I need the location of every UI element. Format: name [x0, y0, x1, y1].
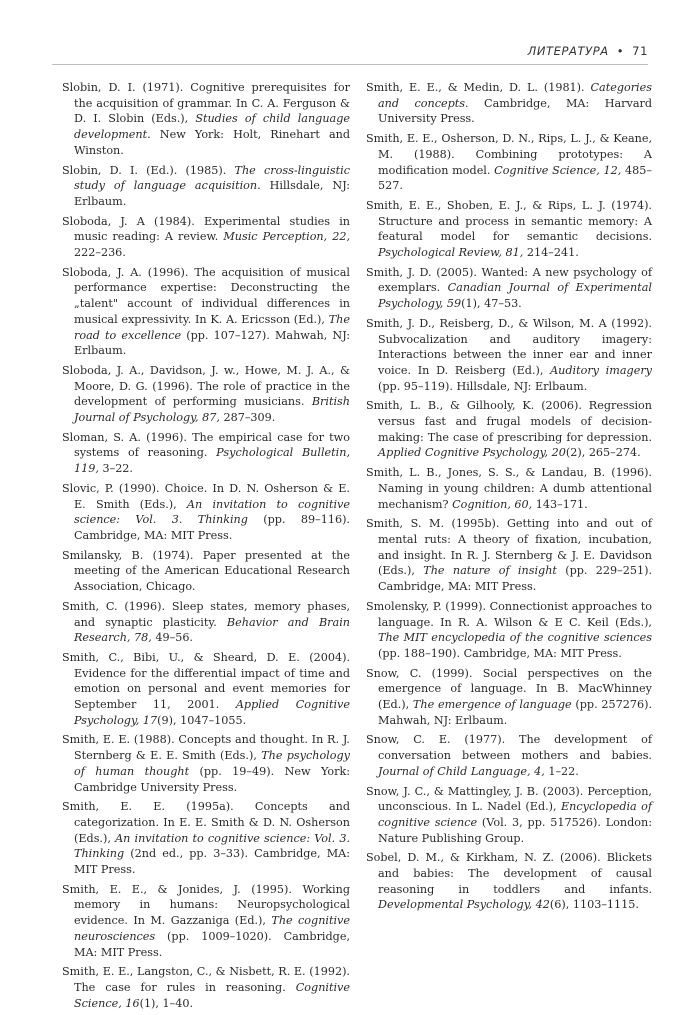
header-title: ЛИТЕРАТУРА — [527, 44, 609, 58]
reference-entry — [366, 398, 652, 461]
reference-text: Sloman, S. A. (1996). The empirical case for two systems of reasoning. — [62, 430, 350, 460]
reference-text: (pp. 229–251). Cambridge, MA: MIT Press. — [378, 564, 653, 594]
reference-entry — [62, 799, 350, 878]
reference-text: (Vol. 3, pp. 517526). London: Nature Publishing Group. — [378, 815, 652, 845]
header-rule — [52, 64, 648, 65]
reference-text: Smith, E. E., & Jonides, J. (1995). Working memory in humans: Neuropsychological evidence. In M. Gazzaniga (Ed.), — [62, 882, 350, 928]
reference-text: Snow, J. C., & Mattingley, J. B. (2003). Perception, unconscious. In L. Nadel (Ed.), — [366, 784, 652, 814]
reference-source: Applied Cognitive Psychology, 17 — [74, 698, 350, 727]
reference-source: Psychological Bulletin, 119, — [74, 446, 351, 476]
reference-source: Applied Cognitive Psychology, 20 — [378, 446, 566, 460]
reference-text: (9), 1047–1055. — [157, 713, 247, 727]
reference-text: Smilansky, B. (1974). Paper presented at the meeting of the American Educational Research Association, Chicago. — [62, 548, 350, 594]
reference-text: Smith, E. E., Osherson, D. N., Rips, L. J., & Keane, M. (1988). Combining prototypes: A modification model. — [366, 132, 652, 177]
reference-source: An invitation to cognitive science: Vol. 3. Thinking — [74, 831, 351, 861]
reference-text: (pp. 89–116). Cambridge, MA: MIT Press. — [74, 513, 350, 542]
reference-entry — [366, 465, 652, 512]
reference-source: Cognition, 60, — [452, 497, 533, 511]
reference-source: The psychology of human thought — [74, 749, 350, 778]
reference-entry — [366, 80, 652, 127]
reference-entry — [62, 599, 350, 646]
reference-text: 485–527. — [378, 163, 652, 193]
reference-text: Smith, J. D. (2005). Wanted: A new psychology of exemplars. — [366, 265, 652, 295]
reference-entry — [62, 548, 350, 595]
reference-text: (pp. 107–127). Mahwah, NJ: Erlbaum. — [74, 328, 350, 358]
reference-text: Smith, J. D., Reisberg, D., & Wilson, M. A (1992). Subvocalization and auditory imagery: Interactions between the inner ear and inner voice. In D. Reisberg (Ed.), — [366, 316, 652, 377]
reference-text: Smith, E. E., & Medin, D. L. (1981). — [366, 81, 591, 94]
header-bullet: • — [616, 44, 625, 58]
reference-text: 287–309. — [219, 411, 276, 425]
reference-entry — [62, 732, 350, 795]
reference-text: (pp. 1009–1020). Cambridge, MA: MIT Press. — [74, 929, 350, 959]
reference-source: British Journal of Psychology, 87, — [74, 395, 350, 425]
reference-text: (pp. 19–49). New York: Cambridge University Press. — [74, 764, 351, 794]
reference-text: Slobin, D. I. (1971). Cognitive prerequisites for the acquisition of grammar. In C. A. Ferguson & D. I. Slobin (Eds.), — [62, 81, 350, 126]
reference-text: 1–22. — [544, 764, 579, 778]
reference-source: The road to excellence — [74, 312, 350, 342]
reference-entry — [366, 784, 652, 847]
reference-text: (1), 1–40. — [139, 996, 194, 1010]
reference-text: 49–56. — [151, 631, 193, 645]
reference-text: (pp. 257276). Mahwah, NJ: Erlbaum. — [378, 698, 653, 727]
reference-text: (pp. 95–119). Hillsdale, NJ: Erlbaum. — [378, 379, 588, 393]
reference-source: Psychological Review, 81, — [378, 246, 524, 260]
reference-text: (pp. 188–190). Cambridge, MA: MIT Press. — [378, 646, 622, 660]
reference-entry — [366, 131, 652, 194]
reference-text: (6), 1103–1115. — [549, 898, 639, 912]
reference-entry — [62, 882, 350, 961]
reference-entry — [366, 198, 652, 261]
reference-entry — [366, 666, 652, 729]
running-header — [528, 44, 648, 58]
right-column — [366, 80, 652, 917]
reference-text: Smith, L. B., & Gilhooly, K. (2006). Regression versus fast and frugal models of decision-making: The case of prescribing for depression. — [366, 399, 652, 444]
reference-entry — [62, 214, 350, 261]
reference-text: Smith, S. M. (1995b). Getting into and out of mental ruts: A theory of fixation, incubation, and insight. In R. J. Sternberg & J. E. Davidson (Eds.), — [366, 517, 652, 578]
reference-entry — [62, 430, 350, 477]
reference-source: Cognitive Science, 16 — [74, 980, 350, 1010]
reference-text: 143–171. — [532, 497, 588, 511]
reference-text: . New York: Holt, Rinehart and Winston. — [74, 128, 350, 157]
reference-entry — [62, 265, 350, 359]
reference-source: Studies of child language development — [74, 112, 350, 142]
reference-text: Sobel, D. M., & Kirkham, N. Z. (2006). Blickets and babies: The development of causal reasoning in toddlers and infants. — [366, 851, 652, 896]
reference-text: Smith, E. E. (1995a). Concepts and categorization. In E. E. Smith & D. N. Osherson (Eds.), — [62, 800, 350, 845]
reference-source: Categories and concepts — [378, 81, 652, 110]
reference-entry — [62, 481, 350, 544]
reference-text: 222–236. — [74, 246, 126, 260]
reference-source: Journal of Child Language, 4, — [378, 764, 545, 778]
reference-text: Smith, E. E. (1988). Concepts and thought. In R. J. Sternberg & E. E. Smith (Eds.), — [62, 733, 350, 763]
reference-entry — [366, 732, 652, 779]
reference-text: Smolensky, P. (1999). Connectionist approaches to language. In R. A. Wilson & E C. Keil (Eds.), — [366, 599, 652, 629]
reference-source: Developmental Psychology, 42 — [378, 898, 550, 912]
reference-source: Auditory imagery — [550, 363, 652, 377]
reference-text: Smith, L. B., Jones, S. S., & Landau, B. (1996). Naming in young children: A dumb attentional mechanism? — [366, 466, 652, 511]
reference-text: Slobin, D. I. (Ed.). (1985). — [62, 163, 235, 177]
reference-text: (1), 47–53. — [461, 297, 522, 311]
reference-text: Sloboda, J. A., Davidson, J. w., Howe, M. J. A., & Moore, D. G. (1996). The role of practice in the development of performing musicians. — [62, 363, 350, 409]
reference-source: The MIT encyclopedia of the cognitive sciences — [378, 631, 652, 645]
reference-source: Encyclopedia of cognitive science — [378, 800, 652, 829]
reference-entry — [366, 265, 652, 312]
reference-source: The cross-linguistic study of language acquisition — [74, 163, 351, 193]
reference-entry — [366, 599, 652, 662]
reference-entry — [62, 163, 350, 210]
reference-text: Smith, E. E., Shoben, E. J., & Rips, L. J. (1974). Structure and process in semantic memory: A featural model for semantic decisions. — [366, 198, 652, 244]
reference-text: Snow, C. (1999). Social perspectives on the emergence of language. In B. MacWhinney (Ed.), — [366, 666, 652, 712]
reference-entry — [62, 964, 350, 1011]
reference-text: Smith, C. (1996). Sleep states, memory phases, and synaptic plasticity. — [62, 599, 350, 629]
reference-entry — [366, 316, 652, 395]
reference-source: The emergence of language — [412, 698, 572, 712]
reference-entry — [62, 650, 350, 729]
reference-entry — [62, 363, 350, 426]
reference-text: . Hillsdale, NJ: Erlbaum. — [74, 179, 350, 208]
reference-text: . Cambridge, MA: Harvard University Press. — [378, 96, 652, 126]
reference-source: Cognitive Science, 12, — [494, 163, 622, 177]
reference-text: 214–241. — [523, 246, 579, 260]
reference-entry — [62, 80, 350, 159]
reference-text: Snow, C. E. (1977). The development of conversation between mothers and babies. — [366, 733, 652, 763]
reference-text: Sloboda, J. A (1984). Experimental studies in music reading: A review. — [62, 214, 350, 244]
reference-text: Sloboda, J. A. (1996). The acquisition of musical performance expertise: Deconstructing the „talent" account of individual differences in musical expressivity. In K. A. Ericsson (Ed.), — [62, 265, 350, 326]
reference-source: The cognitive neurosciences — [74, 914, 350, 943]
reference-source: Music Perception, 22, — [223, 230, 350, 244]
reference-source: An invitation to cognitive science: Vol. 3. Thinking — [74, 497, 350, 527]
reference-source: Canadian Journal of Experimental Psychology, 59 — [378, 281, 652, 311]
reference-text: 3–22. — [98, 462, 133, 476]
reference-text: Slovic, P. (1990). Choice. In D. N. Osherson & E. E. Smith (Eds.), — [62, 481, 350, 511]
reference-source: The nature of insight — [423, 564, 557, 578]
reference-text: Smith, C., Bibi, U., & Sheard, D. E. (2004). Evidence for the differential impact of time and emotion on personal and event memories for September 11, 2001. — [62, 650, 350, 712]
reference-entry — [366, 850, 652, 913]
reference-entry — [366, 516, 652, 595]
reference-source: Behavior and Brain Research, 78, — [74, 615, 350, 645]
reference-text: Smith, E. E., Langston, C., & Nisbett, R. E. (1992). The case for rules in reasoning. — [62, 965, 350, 994]
reference-text: (2), 265–274. — [565, 446, 641, 460]
left-column — [62, 80, 350, 1015]
reference-text: (2nd ed., pp. 3–33). Cambridge, MA: MIT Press. — [74, 847, 350, 877]
page-number: 71 — [632, 44, 648, 58]
